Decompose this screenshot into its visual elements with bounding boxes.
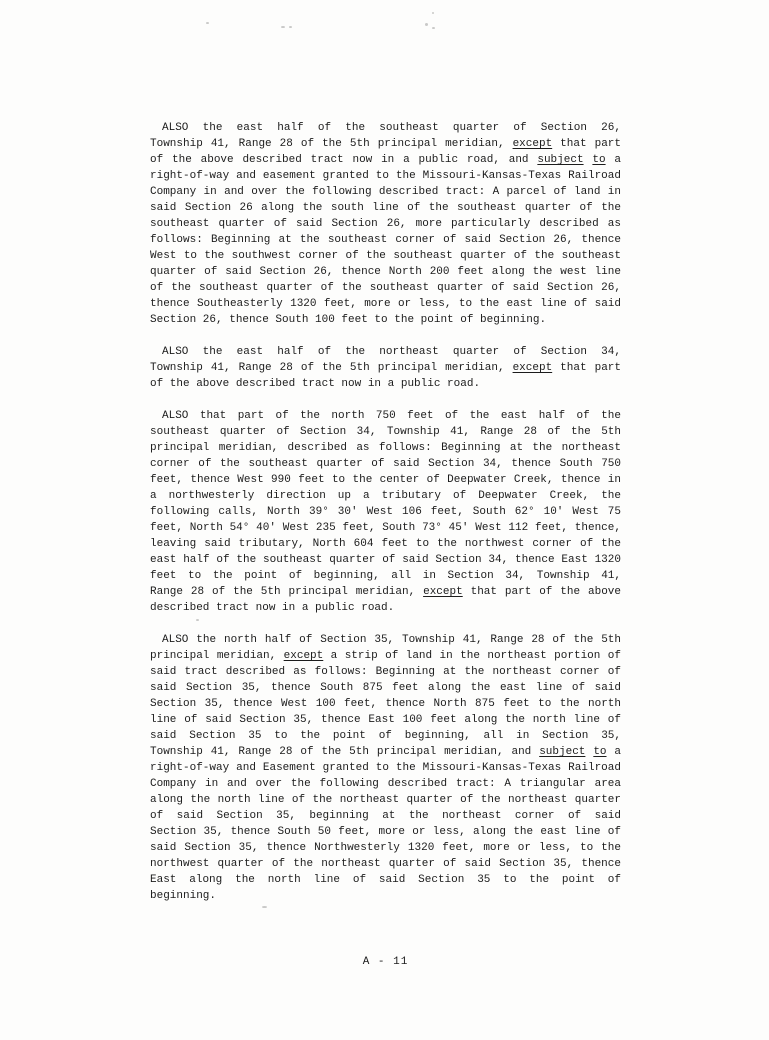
text-line: Township 41, Range 28 of the 5th principal meridian, and subject to a	[150, 746, 622, 758]
text-line: said Section 35, thence South 875 feet along the east line of said	[150, 682, 621, 694]
paragraph	[150, 408, 621, 616]
paragraph	[150, 344, 621, 392]
text-line: leaving said tributary, North 604 feet to the northwest corner of the	[150, 538, 621, 550]
text-line: along the north line of the northeast quarter of the northeast quarter	[150, 794, 621, 806]
text-line: a northwesterly direction up a tributary of Deepwater Creek, the	[150, 490, 621, 502]
paragraph	[150, 120, 621, 328]
text-line: Range 28 of the 5th principal meridian, except that part of the above	[150, 586, 621, 598]
text-line: of the southeast quarter of the southeast quarter of said Section 26,	[150, 282, 621, 294]
text-line: ALSO the east half of the southeast quarter of Section 26,	[162, 122, 621, 134]
text-line: right-of-way and Easement granted to the Missouri-Kansas-Texas Railroad	[150, 762, 621, 774]
text-line: following calls, North 39° 30' West 106 feet, South 62° 10' West 75	[150, 506, 621, 518]
text-line: line of said Section 35, thence East 100 feet along the north line of	[150, 714, 621, 726]
text-line: Section 26, thence South 100 feet to the point of beginning.	[150, 314, 547, 326]
text-line: corner of the southeast quarter of said Section 34, thence South 750	[150, 458, 621, 470]
text-line: feet to the point of beginning, all in Section 34, Township 41,	[150, 570, 621, 582]
text-line: said tract described as follows: Beginning at the northeast corner of	[150, 666, 621, 678]
text-line: of the above described tract now in a public road.	[150, 378, 481, 390]
text-line: of the above described tract now in a public road, and subject to a	[150, 154, 622, 166]
paragraph	[150, 632, 621, 904]
text-line: Township 41, Range 28 of the 5th principal meridian, except that part	[150, 362, 622, 374]
text-line: East along the north line of said Section 35 to the point of	[150, 874, 621, 886]
text-line: right-of-way and easement granted to the Missouri-Kansas-Texas Railroad	[150, 170, 621, 182]
text-line: Township 41, Range 28 of the 5th principal meridian, except that part	[150, 138, 622, 150]
document-text	[150, 120, 621, 920]
scan-artifact	[432, 12, 434, 14]
text-line: northwest quarter of the northeast quarter of said Section 35, thence	[150, 858, 621, 870]
text-line: follows: Beginning at the southeast corner of said Section 26, thence	[150, 234, 621, 246]
text-line: beginning.	[150, 890, 217, 902]
text-line: said Section 35 to the point of beginning, all in Section 35,	[150, 730, 621, 742]
text-line: West to the southwest corner of the southeast quarter of the southeast	[150, 250, 621, 262]
text-line: feet, thence West 990 feet to the center of Deepwater Creek, thence in	[150, 474, 621, 486]
text-line: Company in and over the following described tract: A triangular area	[150, 778, 621, 790]
text-line: southeast quarter of said Section 26, more particularly described as	[150, 218, 621, 230]
text-line: Company in and over the following described tract: A parcel of land in	[150, 186, 621, 198]
text-line: described tract now in a public road.	[150, 602, 395, 614]
text-line: ALSO the east half of the northeast quarter of Section 34,	[162, 346, 621, 358]
scan-artifact	[425, 23, 428, 26]
text-line: ALSO the north half of Section 35, Township 41, Range 28 of the 5th	[162, 634, 621, 646]
page-number: A - 11	[362, 956, 409, 968]
text-line: ALSO that part of the north 750 feet of the east half of the	[162, 410, 621, 422]
scan-artifact	[432, 27, 435, 29]
text-line: southeast quarter of Section 34, Township 41, Range 28 of the 5th	[150, 426, 621, 438]
text-line: said Section 35, thence Northwesterly 1320 feet, more or less, to the	[150, 842, 621, 854]
text-line: quarter of said Section 26, thence North 200 feet along the west line	[150, 266, 621, 278]
text-line: principal meridian, described as follows: Beginning at the northeast	[150, 442, 621, 454]
text-line: Section 35, thence South 50 feet, more or less, along the east line of	[150, 826, 621, 838]
text-line: Section 35, thence West 100 feet, thence North 875 feet to the north	[150, 698, 621, 710]
text-line: of said Section 35, beginning at the northeast corner of said	[150, 810, 621, 822]
text-line: thence Southeasterly 1320 feet, more or less, to the east line of said	[150, 298, 621, 310]
scan-artifact	[206, 22, 209, 24]
text-line: principal meridian, except a strip of land in the northeast portion of	[150, 650, 621, 662]
scan-artifact	[281, 26, 285, 28]
scan-artifact	[289, 26, 292, 28]
text-line: feet, North 54° 40' West 235 feet, South 73° 45' West 112 feet, thence,	[150, 522, 621, 534]
text-line: said Section 26 along the south line of the southeast quarter of the	[150, 202, 621, 214]
text-line: east half of the southeast quarter of said Section 34, thence East 1320	[150, 554, 621, 566]
